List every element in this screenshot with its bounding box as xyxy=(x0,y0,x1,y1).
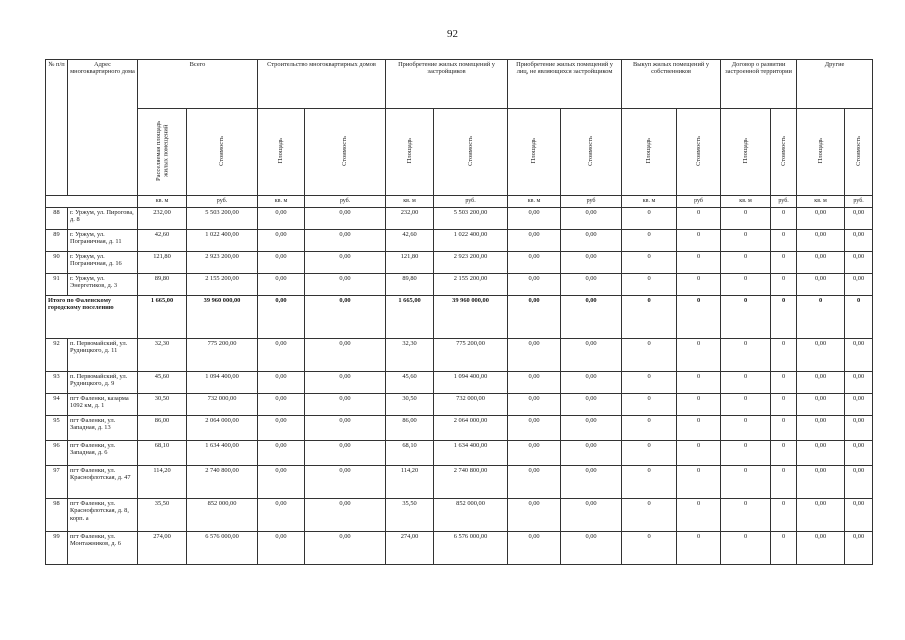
row-value: 0 xyxy=(721,339,771,372)
header-group-development-contract: Договор о развитии застроенной территории xyxy=(721,60,797,109)
row-value: 35,50 xyxy=(138,499,187,532)
table-row xyxy=(46,466,873,499)
row-value: 0,00 xyxy=(508,466,561,499)
row-value: 114,20 xyxy=(138,466,187,499)
row-value: 0,00 xyxy=(797,230,845,252)
row-value: 0,00 xyxy=(561,466,622,499)
header-group-buyout: Выкуп жилых помещений у собственников xyxy=(622,60,721,109)
row-number: 91 xyxy=(46,274,68,296)
total-label: Итого по Фаленскому городскому поселению xyxy=(46,296,138,339)
unit-cell: кв. м xyxy=(258,196,305,208)
row-value: 0 xyxy=(677,441,721,466)
row-value: 2 064 000,00 xyxy=(187,416,258,441)
row-value: 0,00 xyxy=(797,466,845,499)
row-value: 0,00 xyxy=(845,252,873,274)
row-value: 0 xyxy=(721,499,771,532)
row-value: 1 094 400,00 xyxy=(434,372,508,394)
row-address: пгт Фаленки, ул. Монтажников, д. 6 xyxy=(68,532,138,565)
row-value: 0 xyxy=(771,499,797,532)
total-value: 0 xyxy=(797,296,845,339)
unit-row xyxy=(46,196,873,208)
row-number: 96 xyxy=(46,441,68,466)
row-value: 0,00 xyxy=(508,372,561,394)
subheader-cell xyxy=(258,109,305,196)
row-value: 1 094 400,00 xyxy=(187,372,258,394)
subheader-cell xyxy=(845,109,873,196)
row-value: 2 155 200,00 xyxy=(434,274,508,296)
total-value: 0 xyxy=(622,296,677,339)
total-value: 0 xyxy=(677,296,721,339)
subheader-label: Площадь xyxy=(277,138,285,164)
subheader-label: Площадь xyxy=(530,138,538,164)
row-value: 0,00 xyxy=(845,339,873,372)
row-value: 0,00 xyxy=(258,274,305,296)
row-value: 0 xyxy=(721,274,771,296)
row-value: 32,30 xyxy=(138,339,187,372)
row-value: 0 xyxy=(622,339,677,372)
row-value: 0,00 xyxy=(258,208,305,230)
row-value: 0,00 xyxy=(561,441,622,466)
row-value: 0,00 xyxy=(258,499,305,532)
header-group-other: Другие xyxy=(797,60,873,109)
row-address: п. Первомайский, ул. Рудницкого, д. 9 xyxy=(68,372,138,394)
header-address: Адрес многоквартирного дома xyxy=(68,60,138,196)
row-value: 0 xyxy=(677,416,721,441)
row-value: 0,00 xyxy=(845,230,873,252)
row-value: 121,80 xyxy=(138,252,187,274)
subheader-cell xyxy=(508,109,561,196)
row-value: 0,00 xyxy=(508,208,561,230)
unit-cell: руб. xyxy=(187,196,258,208)
subheader-cell xyxy=(138,109,187,196)
header-group-developer: Приобретение жилых помещений у застройщиков xyxy=(386,60,508,109)
unit-cell-blank xyxy=(46,196,138,208)
subheader-cell xyxy=(622,109,677,196)
total-value: 0 xyxy=(845,296,873,339)
row-value: 1 634 400,00 xyxy=(434,441,508,466)
row-value: 0,00 xyxy=(508,230,561,252)
row-value: 0 xyxy=(677,208,721,230)
row-value: 0 xyxy=(771,372,797,394)
row-value: 0,00 xyxy=(305,339,386,372)
total-value: 39 960 000,00 xyxy=(187,296,258,339)
table-row xyxy=(46,252,873,274)
row-value: 0 xyxy=(622,532,677,565)
total-value: 0,00 xyxy=(508,296,561,339)
row-value: 0,00 xyxy=(258,466,305,499)
row-value: 0 xyxy=(721,208,771,230)
subheader-cell xyxy=(305,109,386,196)
table-row xyxy=(46,208,873,230)
row-number: 89 xyxy=(46,230,68,252)
unit-cell: кв. м xyxy=(797,196,845,208)
row-value: 852 000,00 xyxy=(187,499,258,532)
subheader-label: Площадь xyxy=(645,138,653,164)
total-value: 0,00 xyxy=(561,296,622,339)
row-value: 0,00 xyxy=(797,372,845,394)
header-group-total: Всего xyxy=(138,60,258,109)
row-value: 0 xyxy=(677,499,721,532)
row-value: 0 xyxy=(771,441,797,466)
row-value: 1 022 400,00 xyxy=(434,230,508,252)
row-value: 0,00 xyxy=(561,394,622,416)
row-value: 0 xyxy=(771,230,797,252)
row-value: 0 xyxy=(622,499,677,532)
row-value: 0 xyxy=(622,441,677,466)
row-value: 0,00 xyxy=(305,372,386,394)
row-value: 0,00 xyxy=(508,339,561,372)
row-value: 274,00 xyxy=(386,532,434,565)
row-value: 42,60 xyxy=(386,230,434,252)
subheader-label: Площадь xyxy=(816,138,824,164)
row-value: 232,00 xyxy=(138,208,187,230)
row-value: 0 xyxy=(721,416,771,441)
row-value: 0 xyxy=(771,532,797,565)
row-address: пгт Фаленки, казарма 1092 км, д. 1 xyxy=(68,394,138,416)
row-address: г. Уржум, ул. Пограничная, д. 11 xyxy=(68,230,138,252)
row-value: 5 503 200,00 xyxy=(187,208,258,230)
row-address: г. Уржум, ул. Энергетиков, д. 3 xyxy=(68,274,138,296)
row-value: 0,00 xyxy=(797,252,845,274)
row-value: 42,60 xyxy=(138,230,187,252)
table-row xyxy=(46,532,873,565)
unit-cell: кв. м xyxy=(721,196,771,208)
row-value: 232,00 xyxy=(386,208,434,230)
unit-cell: руб. xyxy=(305,196,386,208)
row-value: 0,00 xyxy=(845,441,873,466)
row-value: 0,00 xyxy=(797,499,845,532)
row-value: 0 xyxy=(721,466,771,499)
row-number: 93 xyxy=(46,372,68,394)
row-value: 0,00 xyxy=(845,466,873,499)
row-value: 0,00 xyxy=(258,252,305,274)
row-value: 0,00 xyxy=(561,274,622,296)
row-value: 0 xyxy=(771,252,797,274)
row-value: 274,00 xyxy=(138,532,187,565)
row-value: 0,00 xyxy=(845,532,873,565)
unit-cell: руб. xyxy=(434,196,508,208)
unit-cell: кв. м xyxy=(622,196,677,208)
unit-cell: руб. xyxy=(771,196,797,208)
row-value: 0 xyxy=(721,372,771,394)
subheader-label: Расселяемая площадь жилых помещений xyxy=(154,120,169,181)
row-value: 0,00 xyxy=(305,466,386,499)
row-value: 0,00 xyxy=(561,372,622,394)
total-value: 0,00 xyxy=(258,296,305,339)
row-value: 0 xyxy=(622,416,677,441)
table-row xyxy=(46,372,873,394)
row-value: 0,00 xyxy=(508,252,561,274)
row-value: 0,00 xyxy=(305,274,386,296)
row-value: 0,00 xyxy=(561,416,622,441)
row-value: 0,00 xyxy=(508,441,561,466)
row-value: 0 xyxy=(677,466,721,499)
unit-cell: руб. xyxy=(845,196,873,208)
row-value: 0 xyxy=(622,230,677,252)
subheader-label: Стоимость xyxy=(341,135,349,166)
row-value: 0 xyxy=(677,230,721,252)
row-value: 0,00 xyxy=(258,394,305,416)
row-address: пгт Фаленки, ул. Западная, д. 6 xyxy=(68,441,138,466)
row-value: 0 xyxy=(771,416,797,441)
row-value: 0,00 xyxy=(305,208,386,230)
row-value: 775 200,00 xyxy=(187,339,258,372)
row-value: 0 xyxy=(622,372,677,394)
row-value: 0,00 xyxy=(845,372,873,394)
row-value: 0,00 xyxy=(561,252,622,274)
row-value: 68,10 xyxy=(386,441,434,466)
row-value: 0,00 xyxy=(258,441,305,466)
row-value: 2 923 200,00 xyxy=(187,252,258,274)
row-number: 97 xyxy=(46,466,68,499)
table-row xyxy=(46,339,873,372)
row-value: 0 xyxy=(622,274,677,296)
row-value: 0,00 xyxy=(305,394,386,416)
row-value: 45,60 xyxy=(386,372,434,394)
row-value: 30,50 xyxy=(386,394,434,416)
row-value: 0,00 xyxy=(508,274,561,296)
subheader-label: Стоимость xyxy=(694,135,702,166)
row-value: 0,00 xyxy=(258,230,305,252)
row-value: 0 xyxy=(771,466,797,499)
row-value: 0 xyxy=(622,466,677,499)
row-value: 30,50 xyxy=(138,394,187,416)
row-value: 0,00 xyxy=(797,394,845,416)
row-value: 2 740 800,00 xyxy=(187,466,258,499)
row-value: 0,00 xyxy=(845,274,873,296)
row-value: 0,00 xyxy=(305,416,386,441)
row-value: 0,00 xyxy=(258,532,305,565)
row-value: 0,00 xyxy=(797,339,845,372)
unit-cell: кв. м xyxy=(508,196,561,208)
row-value: 2 155 200,00 xyxy=(187,274,258,296)
row-value: 89,80 xyxy=(138,274,187,296)
table-row xyxy=(46,230,873,252)
table-row xyxy=(46,416,873,441)
subheader-cell xyxy=(434,109,508,196)
total-row xyxy=(46,296,873,339)
table-body xyxy=(46,208,873,565)
row-value: 0,00 xyxy=(258,372,305,394)
row-value: 0,00 xyxy=(845,208,873,230)
subheader-label: Стоимость xyxy=(466,135,474,166)
row-value: 0,00 xyxy=(305,499,386,532)
row-address: пгт Фаленки, ул. Западная, д. 13 xyxy=(68,416,138,441)
row-value: 0 xyxy=(677,372,721,394)
row-value: 6 576 000,00 xyxy=(434,532,508,565)
row-number: 94 xyxy=(46,394,68,416)
row-value: 0 xyxy=(771,274,797,296)
header-group-non-developer: Приобретение жилых помещений у лиц, не являющихся застройщиком xyxy=(508,60,622,109)
row-address: пгт Фаленки, ул. Краснофлотская, д. 8, корп. а xyxy=(68,499,138,532)
row-value: 0,00 xyxy=(258,339,305,372)
row-value: 0 xyxy=(721,252,771,274)
row-value: 86,00 xyxy=(386,416,434,441)
row-value: 2 064 000,00 xyxy=(434,416,508,441)
row-value: 0 xyxy=(771,394,797,416)
subheader-label: Площадь xyxy=(741,138,749,164)
subheader-cell xyxy=(721,109,771,196)
subheader-label: Стоимость xyxy=(779,135,787,166)
row-value: 0 xyxy=(677,532,721,565)
row-value: 0,00 xyxy=(845,416,873,441)
row-value: 852 000,00 xyxy=(434,499,508,532)
total-value: 1 665,00 xyxy=(138,296,187,339)
subheader-cell xyxy=(187,109,258,196)
row-address: п. Первомайский, ул. Рудницкого, д. 11 xyxy=(68,339,138,372)
row-value: 0,00 xyxy=(508,416,561,441)
row-value: 0,00 xyxy=(561,499,622,532)
row-value: 0,00 xyxy=(561,532,622,565)
row-value: 0 xyxy=(677,274,721,296)
resettlement-table xyxy=(45,59,873,565)
subheader-label: Стоимость xyxy=(587,135,595,166)
row-value: 114,20 xyxy=(386,466,434,499)
row-value: 0,00 xyxy=(561,208,622,230)
row-value: 0,00 xyxy=(561,230,622,252)
row-value: 1 022 400,00 xyxy=(187,230,258,252)
row-number: 95 xyxy=(46,416,68,441)
unit-cell: кв. м xyxy=(386,196,434,208)
row-value: 68,10 xyxy=(138,441,187,466)
row-value: 0,00 xyxy=(508,532,561,565)
table-row xyxy=(46,394,873,416)
unit-cell: кв. м xyxy=(138,196,187,208)
total-value: 0 xyxy=(721,296,771,339)
row-value: 0 xyxy=(721,441,771,466)
row-value: 2 740 800,00 xyxy=(434,466,508,499)
row-value: 0,00 xyxy=(561,339,622,372)
subheader-cell xyxy=(797,109,845,196)
row-value: 0,00 xyxy=(845,499,873,532)
total-value: 0,00 xyxy=(305,296,386,339)
subheader-row xyxy=(46,109,873,196)
row-number: 99 xyxy=(46,532,68,565)
row-number: 98 xyxy=(46,499,68,532)
row-value: 0 xyxy=(721,230,771,252)
row-value: 45,60 xyxy=(138,372,187,394)
row-address: пгт Фаленки, ул. Краснофлотская, д. 47 xyxy=(68,466,138,499)
row-number: 90 xyxy=(46,252,68,274)
row-number: 92 xyxy=(46,339,68,372)
row-value: 0,00 xyxy=(845,394,873,416)
total-value: 1 665,00 xyxy=(386,296,434,339)
row-value: 1 634 400,00 xyxy=(187,441,258,466)
row-value: 35,50 xyxy=(386,499,434,532)
row-value: 0 xyxy=(771,208,797,230)
row-value: 0,00 xyxy=(305,441,386,466)
row-value: 0,00 xyxy=(258,416,305,441)
row-value: 0,00 xyxy=(797,441,845,466)
row-value: 2 923 200,00 xyxy=(434,252,508,274)
row-value: 0 xyxy=(721,532,771,565)
row-value: 89,80 xyxy=(386,274,434,296)
row-value: 86,00 xyxy=(138,416,187,441)
row-address: г. Уржум, ул. Пограничная, д. 16 xyxy=(68,252,138,274)
row-value: 0 xyxy=(622,252,677,274)
total-value: 0 xyxy=(771,296,797,339)
row-value: 0 xyxy=(721,394,771,416)
row-number: 88 xyxy=(46,208,68,230)
subheader-cell xyxy=(561,109,622,196)
table-row xyxy=(46,274,873,296)
row-value: 0,00 xyxy=(797,532,845,565)
header-num: № п/п xyxy=(46,60,68,196)
row-value: 0,00 xyxy=(797,416,845,441)
unit-cell: руб xyxy=(561,196,622,208)
subheader-cell xyxy=(386,109,434,196)
row-value: 0 xyxy=(677,394,721,416)
row-value: 0 xyxy=(677,252,721,274)
row-value: 0,00 xyxy=(305,532,386,565)
total-value: 39 960 000,00 xyxy=(434,296,508,339)
row-value: 732 000,00 xyxy=(434,394,508,416)
subheader-cell xyxy=(771,109,797,196)
row-value: 732 000,00 xyxy=(187,394,258,416)
row-value: 32,30 xyxy=(386,339,434,372)
subheader-label: Площадь xyxy=(405,138,413,164)
row-value: 0,00 xyxy=(797,208,845,230)
subheader-label: Стоимость xyxy=(218,135,226,166)
subheader-label: Стоимость xyxy=(854,135,862,166)
row-value: 0 xyxy=(677,339,721,372)
header-group-construction: Строительство многоквартирных домов xyxy=(258,60,386,109)
row-value: 6 576 000,00 xyxy=(187,532,258,565)
row-value: 0 xyxy=(771,339,797,372)
row-value: 0,00 xyxy=(305,252,386,274)
page-number: 92 xyxy=(447,28,458,40)
row-value: 0,00 xyxy=(508,499,561,532)
row-value: 0 xyxy=(622,394,677,416)
row-value: 0,00 xyxy=(508,394,561,416)
table-row xyxy=(46,499,873,532)
unit-cell: руб xyxy=(677,196,721,208)
row-address: г. Уржум, ул. Пирогова, д. 8 xyxy=(68,208,138,230)
row-value: 0,00 xyxy=(797,274,845,296)
table-header xyxy=(46,60,873,208)
row-value: 121,80 xyxy=(386,252,434,274)
table-row xyxy=(46,441,873,466)
row-value: 0,00 xyxy=(305,230,386,252)
row-value: 0 xyxy=(622,208,677,230)
subheader-cell xyxy=(677,109,721,196)
row-value: 775 200,00 xyxy=(434,339,508,372)
row-value: 5 503 200,00 xyxy=(434,208,508,230)
